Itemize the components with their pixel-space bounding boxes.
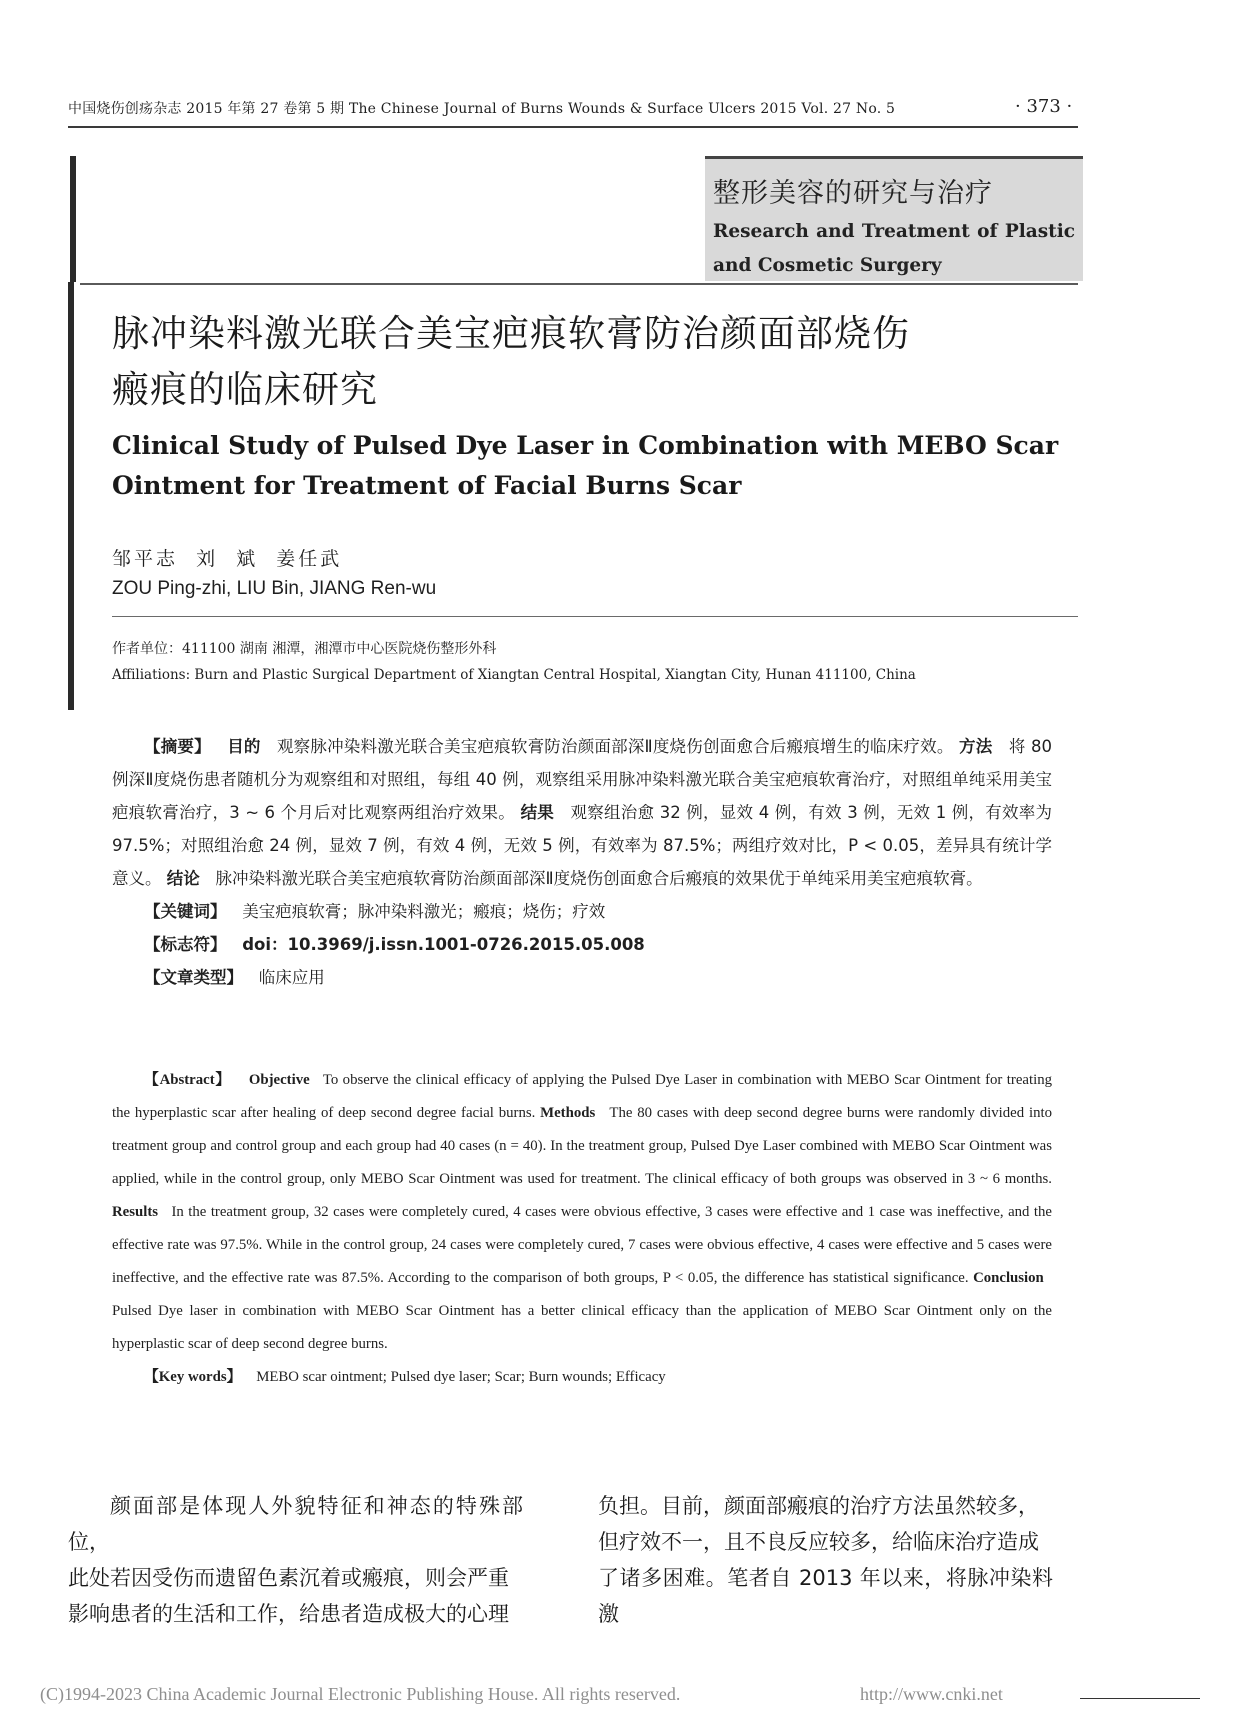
abstract-zh-paragraph	[112, 730, 1052, 895]
page-number: · 373 ·	[1015, 96, 1073, 117]
objective-en-text: To observe the clinical efficacy of applying the Pulsed Dye Laser in combination with MEBO Scar Ointment for treating the hyperplastic scar after healing of deep second degree facial burns.	[112, 1072, 1052, 1121]
methods-label: 方法	[959, 737, 993, 756]
body-line: 负担。目前，颜面部瘢痕的治疗方法虽然较多，	[598, 1494, 1039, 1518]
section-title-en	[713, 215, 1075, 283]
doi-text: doi：10.3969/j.issn.1001-0726.2015.05.008	[242, 935, 645, 954]
conclusion-en-text: Pulsed Dye laser in combination with MEBO Scar Ointment has a better clinical efficacy than the application of MEBO Scar Ointment only on the hyperplastic scar of deep second degree burns.	[112, 1303, 1052, 1352]
footer-url[interactable]: http://www.cnki.net	[860, 1684, 1003, 1704]
objective-en-label: Objective	[248, 1072, 310, 1088]
body-line: 但疗效不一，且不良反应较多，给临床治疗造成	[598, 1530, 1039, 1554]
article-type-row	[112, 961, 1052, 994]
results-label: 结果	[520, 803, 555, 822]
article-title-en-line: Ointment for Treatment of Facial Burns Scar	[112, 471, 742, 500]
affiliation-zh: 作者单位：411100 湖南 湘潭，湘潭市中心医院烧伤整形外科	[112, 641, 497, 657]
keywords-zh-label: 【关键词】	[144, 902, 227, 921]
article-title-en-line: Clinical Study of Pulsed Dye Laser in Combination with MEBO Scar	[112, 431, 1059, 460]
left-margin-bar	[70, 156, 76, 282]
body-column-left	[68, 1488, 523, 1632]
results-text: 观察组治愈 32 例，显效 4 例，有效 3 例，无效 1 例，有效率为 97.5%；对照组治愈 24 例，显效 7 例，有效 4 例，无效 5 例，有效率为 87.5%；两组疗效对比，P < 0.05，差异具有统计学意义。	[112, 803, 1052, 888]
conclusion-text: 脉冲染料激光联合美宝疤痕软膏防治颜面部深Ⅱ度烧伤创面愈合后瘢痕的效果优于单纯采用美宝疤痕软膏。	[215, 869, 983, 888]
section-title-zh: 整形美容的研究与治疗	[713, 178, 993, 209]
conclusion-en-label: Conclusion	[973, 1270, 1044, 1286]
body-line: 此处若因受伤而遗留色素沉着或瘢痕，则会严重	[68, 1566, 509, 1590]
abstract-en-label: 【Abstract】	[144, 1072, 231, 1088]
body-line: 颜面部是体现人外貌特征和神态的特殊部位，	[68, 1494, 523, 1554]
keywords-en-label: 【Key words】	[144, 1369, 242, 1385]
methods-text: 将 80 例深Ⅱ度烧伤患者随机分为观察组和对照组，每组 40 例，观察组采用脉冲染料激光联合美宝疤痕软膏治疗，对照组单纯采用美宝疤痕软膏治疗，3 ~ 6 个月后对比观察两组治疗效果。	[112, 737, 1052, 822]
results-en-label: Results	[112, 1204, 159, 1220]
methods-en-text: The 80 cases with deep second degree burns were randomly divided into treatment group and control group and each group had 40 cases (n = 40). In the treatment group, Pulsed Dye Laser combined with MEBO Scar Ointment was applied, while in the control group, only MEBO Scar Ointment was used for treatment. The clinical efficacy of both groups was observed in 3 ~ 6 months.	[112, 1105, 1052, 1187]
methods-en-label: Methods	[540, 1105, 596, 1121]
body-column-right	[598, 1488, 1053, 1632]
title-rule	[80, 283, 1078, 285]
keywords-en-text: MEBO scar ointment; Pulsed dye laser; Scar; Burn wounds; Efficacy	[256, 1369, 666, 1385]
abstract-zh-label: 【摘要】	[144, 737, 211, 756]
section-title-en-line: Research and Treatment of Plastic	[713, 221, 1075, 242]
authors-zh: 邹平志 刘 斌 姜任武	[112, 548, 343, 570]
header-rule	[68, 126, 1078, 128]
objective-label: 目的	[227, 737, 261, 756]
abstract-en	[112, 1064, 1052, 1394]
footer-copyright: (C)1994-2023 China Academic Journal Electronic Publishing House. All rights reserved.	[40, 1684, 681, 1704]
abstract-en-paragraph	[112, 1064, 1052, 1361]
authors-en: ZOU Ping-zhi, LIU Bin, JIANG Ren-wu	[112, 578, 437, 599]
article-type-label: 【文章类型】	[144, 968, 243, 987]
keywords-zh-text: 美宝疤痕软膏；脉冲染料激光；瘢痕；烧伤；疗效	[242, 902, 606, 921]
article-title-en	[112, 426, 1072, 506]
doi-row	[112, 928, 1052, 961]
footer-rule	[1080, 1698, 1200, 1699]
results-en-text: In the treatment group, 32 cases were completely cured, 4 cases were obvious effective, 3 cases were effective and 1 case was ineffective, and the effective rate was 97.5%. While in the control group, 24 cases were completely cured, 7 cases were obvious effective, 4 cases were effective and 5 cases were ineffective, and the effective rate was 87.5%. According to the comparison of both groups, P < 0.05, the difference has statistical significance.	[112, 1204, 1052, 1286]
keywords-en-row	[112, 1361, 1052, 1394]
running-head: 中国烧伤创疡杂志 2015 年第 27 卷第 5 期 The Chinese Journal of Burns Wounds & Surface Ulcers 2015 Vol. 27 No. 5	[68, 101, 896, 117]
affiliation-en: Affiliations: Burn and Plastic Surgical Department of Xiangtan Central Hospital, Xiangtan City, Hunan 411100, China	[112, 667, 916, 683]
article-title-zh	[112, 306, 1072, 418]
article-title-zh-line: 瘢痕的临床研究	[112, 368, 378, 411]
objective-text: 观察脉冲染料激光联合美宝疤痕软膏防治颜面部深Ⅱ度烧伤创面愈合后瘢痕增生的临床疗效。	[276, 737, 954, 756]
body-line: 影响患者的生活和工作，给患者造成极大的心理	[68, 1602, 509, 1626]
keywords-zh-row	[112, 895, 1052, 928]
article-title-zh-line: 脉冲染料激光联合美宝疤痕软膏防治颜面部烧伤	[112, 312, 910, 355]
doi-label: 【标志符】	[144, 935, 227, 954]
article-type-text: 临床应用	[258, 968, 325, 987]
body-line: 了诸多困难。笔者自 2013 年以来，将脉冲染料激	[598, 1566, 1053, 1626]
abstract-zh	[112, 730, 1052, 994]
conclusion-label: 结论	[166, 869, 200, 888]
left-margin-bar-lower	[68, 282, 74, 710]
authors-rule	[112, 616, 1078, 617]
section-banner	[705, 156, 1083, 281]
section-title-en-line: and Cosmetic Surgery	[713, 255, 942, 276]
